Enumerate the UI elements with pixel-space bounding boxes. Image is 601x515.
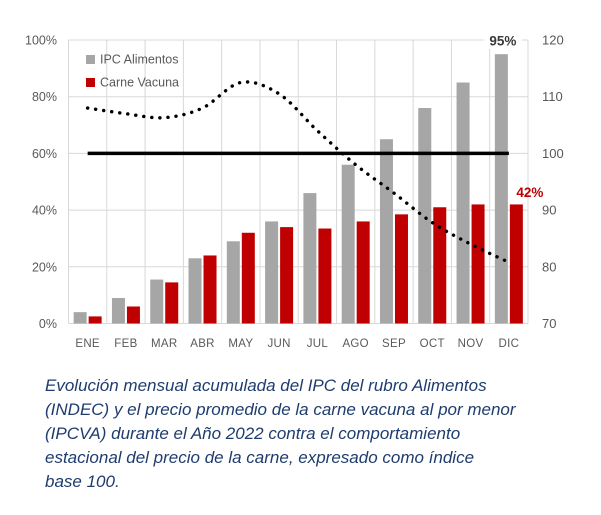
bar-ipc-alimentos-feb (112, 298, 125, 324)
bar-carne-vacuna-sep (395, 214, 408, 323)
x-tick-sep: SEP (382, 338, 406, 350)
bar-ipc-alimentos-abr (189, 258, 202, 323)
x-tick-oct: OCT (419, 338, 445, 350)
bar-ipc-alimentos-jul (303, 193, 316, 323)
y-left-tick-40%: 40% (31, 203, 57, 218)
bar-ipc-alimentos-sep (380, 139, 393, 323)
bar-carne-vacuna-abr (204, 255, 217, 323)
bar-carne-vacuna-jul (318, 229, 331, 324)
y-left-tick-80%: 80% (31, 90, 57, 105)
y-right-tick-90: 90 (542, 202, 557, 218)
bar-ipc-alimentos-ene (74, 312, 87, 323)
bar-carne-vacuna-dic (510, 204, 523, 323)
y-right-tick-70: 70 (542, 316, 557, 331)
legend-swatch-ipc-alimentos (86, 55, 95, 64)
x-tick-ene: ENE (75, 338, 100, 350)
bar-carne-vacuna-jun (280, 227, 293, 323)
x-tick-mar: MAR (150, 338, 178, 350)
bar-ipc-alimentos-oct (418, 108, 431, 323)
bar-carne-vacuna-ago (357, 221, 370, 323)
bar-ipc-alimentos-ago (342, 165, 355, 324)
bar-carne-vacuna-may (242, 233, 255, 324)
y-right-tick-80: 80 (542, 259, 557, 275)
x-tick-abr: ABR (190, 338, 215, 350)
bar-carne-vacuna-feb (127, 306, 140, 323)
x-tick-may: MAY (228, 338, 254, 350)
chart-caption (45, 374, 601, 494)
y-right-tick-100: 100 (542, 145, 564, 161)
bar-carne-vacuna-nov (472, 204, 485, 323)
x-tick-dic: DIC (498, 338, 520, 350)
bar-ipc-alimentos-mar (150, 280, 163, 324)
x-tick-jul: JUL (306, 338, 329, 350)
y-right-tick-110: 110 (542, 89, 563, 105)
y-right-tick-120: 120 (542, 32, 564, 48)
caption-line-4: estacional del precio de la carne, expresado como índice (45, 448, 475, 467)
caption-line-5: base 100. (45, 472, 120, 491)
caption-line-1: Evolución mensual acumulada del IPC del rubro Alimentos (45, 376, 487, 395)
bar-carne-vacuna-oct (433, 207, 446, 323)
legend-label-carne-vacuna: Carne Vacuna (100, 75, 179, 90)
caption-line-3: (IPCVA) durante el Año 2022 contra el comportamiento (45, 424, 461, 443)
y-left-tick-100%: 100% (25, 33, 57, 48)
bar-ipc-alimentos-dic (495, 54, 508, 323)
legend-swatch-carne-vacuna (86, 78, 95, 87)
annotation-95: 95% (489, 33, 517, 49)
legend-label-ipc-alimentos: IPC Alimentos (100, 52, 179, 67)
x-tick-feb: FEB (114, 338, 138, 350)
y-left-tick-0%: 0% (38, 317, 57, 331)
y-left-tick-20%: 20% (31, 260, 57, 275)
x-tick-nov: NOV (457, 338, 484, 350)
caption-line-2: (INDEC) y el precio promedio de la carne vacuna al por menor (45, 400, 516, 419)
x-tick-jun: JUN (267, 338, 291, 350)
annotation-42: 42% (516, 185, 544, 200)
y-left-tick-60%: 60% (31, 146, 57, 161)
x-tick-ago: AGO (342, 338, 369, 350)
bar-ipc-alimentos-may (227, 241, 240, 323)
bar-carne-vacuna-mar (165, 282, 178, 323)
bar-carne-vacuna-ene (89, 316, 102, 323)
bar-ipc-alimentos-nov (457, 83, 470, 324)
bar-ipc-alimentos-jun (265, 221, 278, 323)
